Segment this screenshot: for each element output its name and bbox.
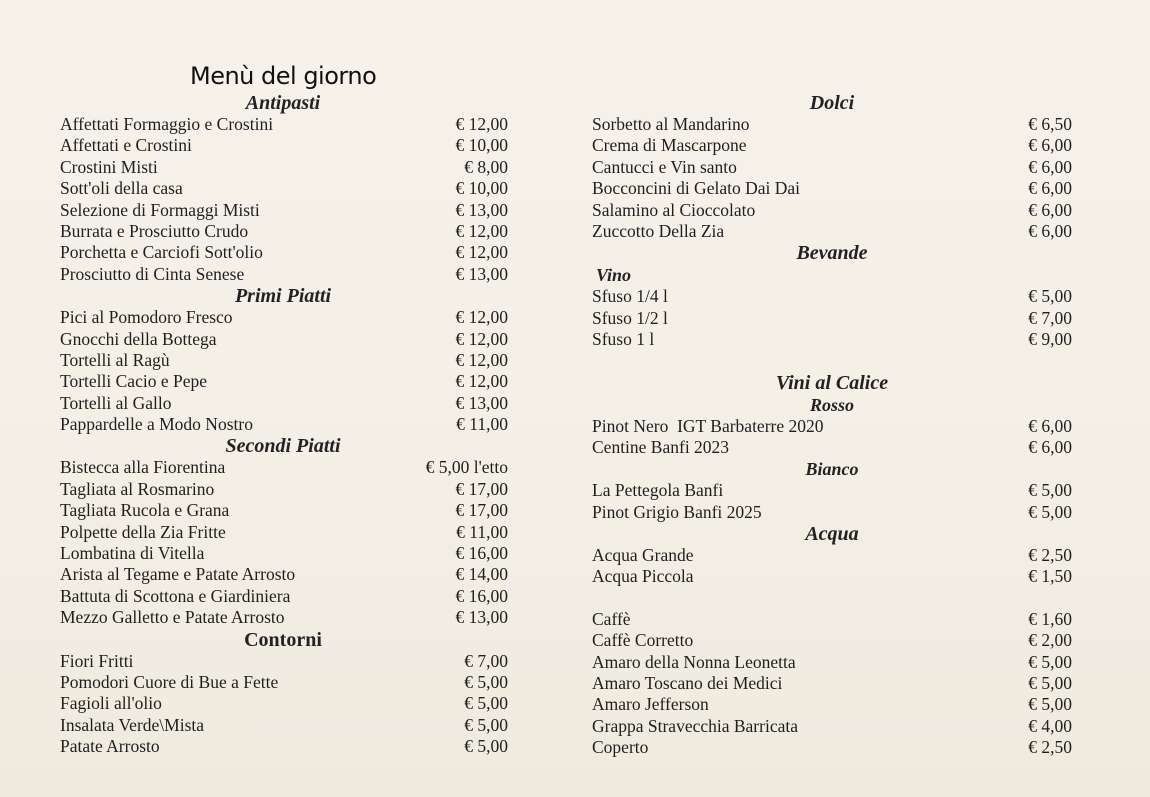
item-name: Amaro Toscano dei Medici bbox=[592, 673, 783, 694]
menu-item bbox=[592, 416, 1072, 437]
section-dolci bbox=[592, 92, 1072, 242]
item-name: Tagliata al Rosmarino bbox=[60, 478, 215, 499]
item-price: € 7,00 bbox=[464, 650, 508, 671]
item-name: Pinot Grigio Banfi 2025 bbox=[592, 501, 762, 522]
item-name: Amaro Jefferson bbox=[592, 694, 709, 715]
item-name: Polpette della Zia Fritte bbox=[60, 521, 226, 542]
section-vini-al-calice bbox=[592, 372, 1072, 524]
item-price: € 6,00 bbox=[1028, 415, 1072, 436]
menu-item bbox=[58, 178, 508, 199]
item-price: € 2,50 bbox=[1028, 545, 1072, 566]
right-column bbox=[592, 92, 1072, 759]
section-heading: Primi Piatti bbox=[234, 285, 332, 308]
item-price: € 17,00 bbox=[455, 478, 508, 499]
item-price: € 10,00 bbox=[455, 135, 508, 156]
menu-item bbox=[58, 221, 508, 242]
item-price: € 17,00 bbox=[455, 500, 508, 521]
section-antipasti bbox=[58, 92, 508, 285]
item-name: Insalata Verde\Mista bbox=[60, 714, 205, 735]
menu-item bbox=[58, 414, 508, 435]
menu-item bbox=[592, 480, 1072, 501]
menu-item bbox=[592, 609, 1072, 630]
menu-item bbox=[592, 502, 1072, 523]
spacer bbox=[592, 588, 1072, 609]
item-price: € 6,00 bbox=[1028, 156, 1072, 177]
section-bevande bbox=[592, 242, 1072, 350]
item-price: € 14,00 bbox=[455, 564, 508, 585]
item-price: € 12,00 bbox=[455, 114, 508, 134]
item-price: € 1,60 bbox=[1028, 608, 1072, 629]
item-name: Affettati e Crostini bbox=[60, 135, 192, 156]
section-heading: Dolci bbox=[809, 92, 855, 114]
item-name: Fagioli all'olio bbox=[60, 693, 162, 714]
item-price: € 6,00 bbox=[1028, 220, 1072, 241]
item-price: € 5,00 bbox=[1028, 673, 1072, 694]
item-price: € 5,00 bbox=[1028, 480, 1072, 501]
item-name: Battuta di Scottona e Giardiniera bbox=[60, 585, 291, 606]
item-price: € 13,00 bbox=[455, 392, 508, 413]
item-price: € 1,50 bbox=[1028, 566, 1072, 587]
item-name: Patate Arrosto bbox=[60, 736, 160, 757]
menu-item bbox=[58, 651, 508, 672]
menu-item bbox=[58, 457, 508, 478]
menu-item bbox=[592, 545, 1072, 566]
item-name: Sorbetto al Mandarino bbox=[592, 114, 750, 134]
item-name: Bocconcini di Gelato Dai Dai bbox=[592, 178, 800, 199]
menu-item bbox=[58, 715, 508, 736]
item-name: Arista al Tegame e Patate Arrosto bbox=[60, 564, 296, 585]
item-price: € 6,00 bbox=[1028, 199, 1072, 220]
item-price: € 13,00 bbox=[455, 199, 508, 220]
menu-item bbox=[592, 437, 1072, 458]
menu-item bbox=[592, 737, 1072, 758]
item-price: € 6,00 bbox=[1028, 178, 1072, 199]
menu-item bbox=[592, 716, 1072, 737]
item-price: € 5,00 bbox=[464, 693, 508, 714]
item-name: Pici al Pomodoro Fresco bbox=[60, 307, 233, 328]
item-price: € 12,00 bbox=[455, 307, 508, 328]
menu-item bbox=[58, 371, 508, 392]
menu-item bbox=[592, 135, 1072, 156]
item-price: € 11,00 bbox=[456, 521, 508, 542]
menu-item bbox=[58, 564, 508, 585]
item-price: € 5,00 l'etto bbox=[425, 457, 508, 478]
menu-item bbox=[592, 200, 1072, 221]
item-name: Grappa Stravecchia Barricata bbox=[592, 715, 798, 736]
item-name: Affettati Formaggio e Crostini bbox=[60, 114, 274, 134]
menu-item bbox=[592, 286, 1072, 307]
menu-item bbox=[58, 393, 508, 414]
item-name: Lombatina di Vitella bbox=[60, 543, 205, 564]
section-extra bbox=[592, 609, 1072, 759]
menu-item bbox=[58, 479, 508, 500]
menu-item bbox=[58, 522, 508, 543]
item-price: € 5,00 bbox=[464, 671, 508, 692]
menu-item bbox=[592, 329, 1072, 350]
menu-item bbox=[592, 566, 1072, 587]
spacer bbox=[592, 351, 1072, 372]
item-name: Tortelli al Gallo bbox=[60, 392, 172, 413]
section-heading: Antipasti bbox=[245, 92, 321, 114]
menu-item bbox=[592, 630, 1072, 651]
item-price: € 6,00 bbox=[1028, 135, 1072, 156]
menu-item bbox=[58, 500, 508, 521]
section-secondi bbox=[58, 435, 508, 628]
item-price: € 13,00 bbox=[455, 607, 508, 628]
item-name: Crema di Mascarpone bbox=[592, 135, 747, 156]
item-name: Coperto bbox=[592, 737, 649, 758]
menu-item bbox=[58, 135, 508, 156]
item-name: Caffè bbox=[592, 608, 631, 629]
item-name: Pinot Nero IGT Barbaterre 2020 bbox=[592, 415, 824, 436]
item-name: Tagliata Rucola e Grana bbox=[60, 500, 230, 521]
section-heading: Contorni bbox=[244, 628, 322, 651]
menu-item bbox=[592, 673, 1072, 694]
menu-item bbox=[592, 157, 1072, 178]
item-name: Mezzo Galletto e Patate Arrosto bbox=[60, 607, 285, 628]
item-name: Sfuso 1/4 l bbox=[592, 286, 668, 307]
menu-item bbox=[58, 543, 508, 564]
menu-item bbox=[592, 652, 1072, 673]
item-name: Zuccotto Della Zia bbox=[592, 220, 725, 241]
item-price: € 13,00 bbox=[455, 263, 508, 284]
menu-item bbox=[58, 736, 508, 757]
menu-title: Menù del giorno bbox=[190, 62, 377, 90]
item-name: Prosciutto di Cinta Senese bbox=[60, 263, 245, 284]
item-name: Sott'oli della casa bbox=[60, 178, 183, 199]
item-price: € 2,50 bbox=[1028, 737, 1072, 758]
item-price: € 12,00 bbox=[455, 349, 508, 370]
section-heading: Acqua bbox=[805, 523, 859, 546]
item-price: € 5,00 bbox=[1028, 651, 1072, 672]
item-price: € 7,00 bbox=[1028, 307, 1072, 328]
menu-item bbox=[58, 242, 508, 263]
item-price: € 2,00 bbox=[1028, 630, 1072, 651]
item-price: € 5,00 bbox=[1028, 286, 1072, 307]
subsection-heading-bianco: Bianco bbox=[805, 459, 859, 480]
menu-item bbox=[592, 114, 1072, 135]
item-price: € 10,00 bbox=[455, 178, 508, 199]
item-price: € 5,00 bbox=[1028, 694, 1072, 715]
item-price: € 5,00 bbox=[1028, 501, 1072, 522]
item-price: € 4,00 bbox=[1028, 715, 1072, 736]
item-price: € 6,50 bbox=[1028, 114, 1072, 134]
item-name: Salamino al Cioccolato bbox=[592, 199, 756, 220]
item-price: € 8,00 bbox=[464, 156, 508, 177]
item-name: Cantucci e Vin santo bbox=[592, 156, 737, 177]
menu-item bbox=[592, 221, 1072, 242]
item-name: Acqua Grande bbox=[592, 545, 694, 566]
item-name: Porchetta e Carciofi Sott'olio bbox=[60, 242, 263, 263]
item-price: € 12,00 bbox=[455, 242, 508, 263]
item-name: Bistecca alla Fiorentina bbox=[60, 457, 226, 478]
menu-item bbox=[58, 264, 508, 285]
left-column bbox=[58, 92, 508, 758]
section-acqua bbox=[592, 523, 1072, 588]
item-price: € 16,00 bbox=[455, 543, 508, 564]
item-name: Pomodori Cuore di Bue a Fette bbox=[60, 671, 279, 692]
item-name: Fiori Fritti bbox=[60, 650, 134, 671]
item-name: Crostini Misti bbox=[60, 156, 158, 177]
item-name: Tortelli Cacio e Pepe bbox=[60, 371, 207, 392]
item-name: Acqua Piccola bbox=[592, 566, 694, 587]
subsection-heading-rosso: Rosso bbox=[809, 394, 854, 415]
item-price: € 6,00 bbox=[1028, 436, 1072, 457]
item-name: Amaro della Nonna Leonetta bbox=[592, 651, 796, 672]
item-price: € 16,00 bbox=[455, 585, 508, 606]
menu-item bbox=[592, 694, 1072, 715]
subsection-heading-vino: Vino bbox=[596, 265, 632, 286]
menu-item bbox=[58, 307, 508, 328]
menu-item bbox=[58, 693, 508, 714]
section-heading: Bevande bbox=[796, 242, 868, 265]
section-contorni bbox=[58, 629, 508, 758]
item-name: Burrata e Prosciutto Crudo bbox=[60, 220, 249, 241]
menu-item bbox=[58, 157, 508, 178]
item-price: € 12,00 bbox=[455, 371, 508, 392]
item-name: Gnocchi della Bottega bbox=[60, 328, 217, 349]
item-name: La Pettegola Banfi bbox=[592, 480, 724, 501]
item-price: € 5,00 bbox=[464, 736, 508, 757]
item-name: Caffè Corretto bbox=[592, 630, 694, 651]
item-price: € 12,00 bbox=[455, 220, 508, 241]
item-price: € 11,00 bbox=[456, 414, 508, 435]
section-heading: Vini al Calice bbox=[775, 371, 889, 394]
menu-item bbox=[58, 672, 508, 693]
item-price: € 9,00 bbox=[1028, 329, 1072, 350]
item-price: € 5,00 bbox=[464, 714, 508, 735]
section-primi bbox=[58, 285, 508, 435]
menu-item bbox=[58, 329, 508, 350]
menu-item bbox=[58, 114, 508, 135]
item-name: Sfuso 1/2 l bbox=[592, 307, 668, 328]
item-name: Pappardelle a Modo Nostro bbox=[60, 414, 253, 435]
item-name: Centine Banfi 2023 bbox=[592, 436, 730, 457]
item-name: Sfuso 1 l bbox=[592, 329, 655, 350]
item-name: Tortelli al Ragù bbox=[60, 349, 170, 370]
item-price: € 12,00 bbox=[455, 328, 508, 349]
menu-item bbox=[58, 350, 508, 371]
menu-item bbox=[592, 308, 1072, 329]
menu-item bbox=[592, 178, 1072, 199]
menu-item bbox=[58, 200, 508, 221]
menu-item bbox=[58, 586, 508, 607]
section-heading: Secondi Piatti bbox=[225, 435, 341, 458]
menu-item bbox=[58, 607, 508, 628]
item-name: Selezione di Formaggi Misti bbox=[60, 199, 260, 220]
